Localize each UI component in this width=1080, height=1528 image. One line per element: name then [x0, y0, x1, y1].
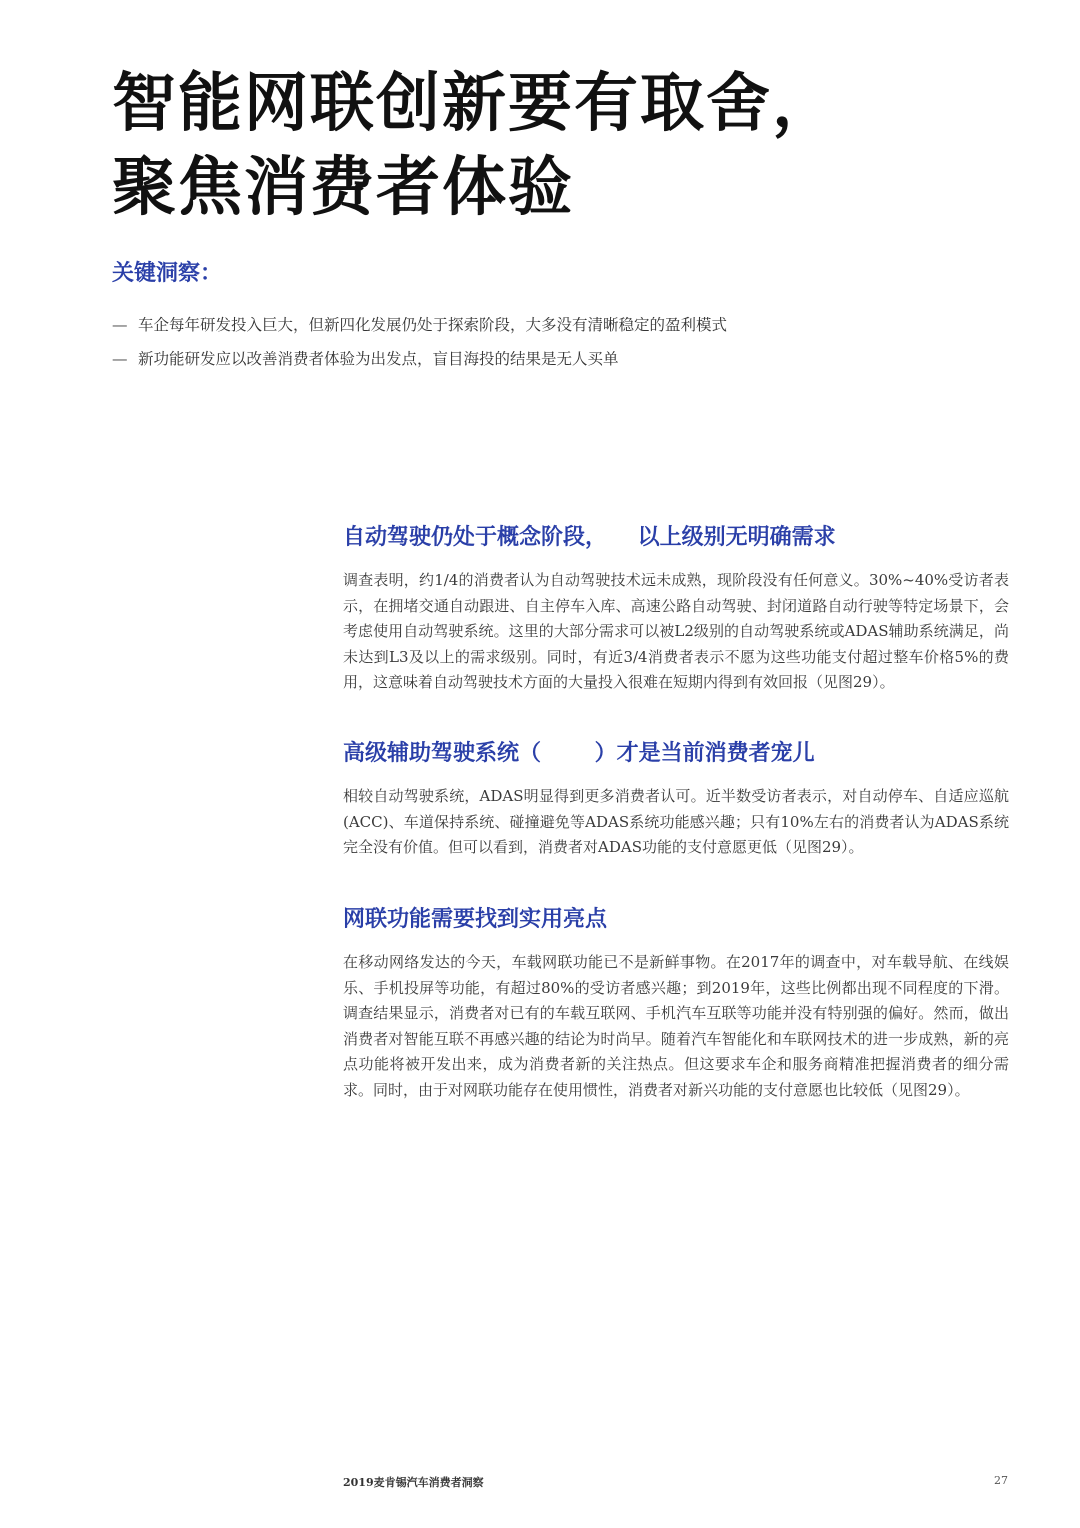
key-insights-list [112, 308, 727, 376]
page-title [112, 62, 838, 230]
key-insights-heading: 关键洞察： [112, 260, 223, 286]
footer-report-title: 2019麦肯锡汽车消费者洞察 [343, 1476, 484, 1489]
section-heading: 高级辅助驾驶系统（ ）才是当前消费者宠儿 [343, 740, 815, 766]
page-number: 27 [994, 1474, 1008, 1487]
dash-bullet: — [112, 350, 128, 368]
section-adas [343, 736, 1009, 861]
section-body: 在移动网络发达的今天，车载网联功能已不是新鲜事物。在2017年的调查中，对车载导航、在线娱乐、手机投屏等功能，有超过80%的受访者感兴趣；到2019年，这些比例都出现不同程度的下滑。调查结果显示，消费者对已有的车载互联网、手机汽车互联等功能并没有特别强的偏好。然而，做出消费者对智能互联不再感兴趣的结论为时尚早。随着汽车智能化和车联网技术的进一步成熟，新的亮点功能将被开发出来，成为消费者新的关注热点。但这要求车企和服务商精准把握消费者的细分需求。同时，由于对网联功能存在使用惯性，消费者对新兴功能的支付意愿也比较低（见图29）。 [343, 953, 1009, 1099]
title-line-2: 聚焦消费者体验 [112, 150, 574, 225]
insight-item [112, 342, 727, 376]
title-line-1: 智能网联创新要有取舍， [112, 66, 838, 141]
section-heading: 网联功能需要找到实用亮点 [343, 906, 608, 932]
insight-text: 新功能研发应以改善消费者体验为出发点，盲目海投的结果是无人买单 [138, 350, 619, 368]
section-body: 相较自动驾驶系统，ADAS明显得到更多消费者认可。近半数受访者表示，对自动停车、自适应巡航(ACC)、车道保持系统、碰撞避免等ADAS系统功能感兴趣；只有10%左右的消费者认为ADAS系统完全没有价值。但可以看到，消费者对ADAS功能的支付意愿更低（见图29）。 [343, 787, 1009, 857]
dash-bullet: — [112, 316, 128, 334]
insight-item [112, 308, 727, 342]
section-heading: 自动驾驶仍处于概念阶段， 以上级别无明确需求 [343, 524, 836, 550]
insight-text: 车企每年研发投入巨大，但新四化发展仍处于探索阶段，大多没有清晰稳定的盈利模式 [138, 316, 728, 334]
section-autonomous-driving [343, 520, 1009, 696]
section-connectivity [343, 902, 1009, 1104]
section-body: 调查表明，约1/4的消费者认为自动驾驶技术远未成熟，现阶段没有任何意义。30%~40%受访者表示，在拥堵交通自动跟进、自主停车入库、高速公路自动驾驶、封闭道路自动行驶等特定场景下，会考虑使用自动驾驶系统。这里的大部分需求可以被L2级别的自动驾驶系统或ADAS辅助系统满足，尚未达到L3及以上的需求级别。同时，有近3/4消费者表示不愿为这些功能支付超过整车价格5%的费用，这意味着自动驾驶技术方面的大量投入很难在短期内得到有效回报（见图29）。 [343, 571, 1009, 692]
